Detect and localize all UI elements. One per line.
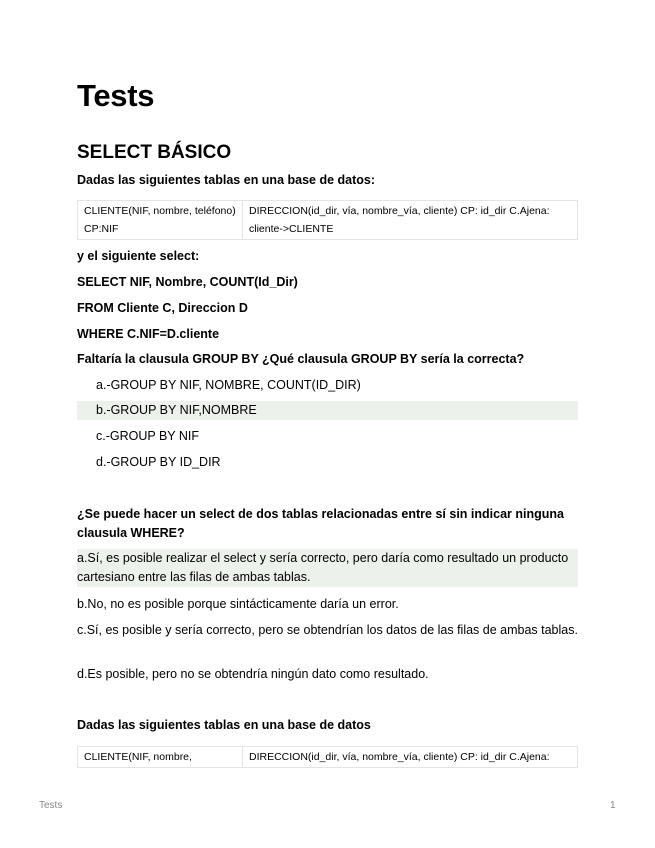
- section-heading: SELECT BÁSICO: [77, 142, 232, 163]
- question2-option-d: d.Es posible, pero no se obtendría ningún dato como resultado.: [77, 667, 429, 681]
- document-title: Tests: [77, 78, 155, 113]
- table-cell-direccion: DIRECCION(id_dir, vía, nombre_vía, cliente) CP: id_dir C.Ajena: cliente->CLIENTE: [243, 201, 578, 240]
- table-cell-cliente: CLIENTE(NIF, nombre,: [78, 747, 243, 768]
- question1-line: y el siguiente select:: [77, 249, 200, 263]
- tables-definition: [77, 200, 578, 240]
- question1-option-b-correct: b.-GROUP BY NIF,NOMBRE: [77, 401, 578, 420]
- question1-option-c: c.-GROUP BY NIF: [96, 429, 200, 443]
- footer-title: Tests: [39, 800, 63, 811]
- table-cell-direccion: DIRECCION(id_dir, vía, nombre_vía, cliente) CP: id_dir C.Ajena:: [243, 747, 578, 768]
- question1-option-d: d.-GROUP BY ID_DIR: [96, 455, 221, 469]
- question2-option-a-correct: a.Sí, es posible realizar el select y sería correcto, pero daría como resultado un producto cartesiano entre las filas de ambas tablas.: [77, 549, 578, 587]
- question1-prompt: Faltaría la clausula GROUP BY ¿Qué clausula GROUP BY sería la correcta?: [77, 352, 525, 366]
- table-cell-cliente: CLIENTE(NIF, nombre, teléfono) CP:NIF: [78, 201, 243, 240]
- question3-intro: Dadas las siguientes tablas en una base de datos: [77, 718, 371, 732]
- question2-option-b: b.No, no es posible porque sintácticamente daría un error.: [77, 597, 399, 611]
- sql-from-line: FROM Cliente C, Direccion D: [77, 301, 248, 315]
- tables-definition-2: [77, 746, 578, 768]
- question2-prompt: ¿Se puede hacer un select de dos tablas relacionadas entre sí sin indicar ninguna clausula WHERE?: [77, 507, 564, 540]
- question2-option-c: c.Sí, es posible y sería correcto, pero se obtendrían los datos de las filas de ambas tablas.: [77, 623, 578, 637]
- page-number: 1: [610, 800, 616, 811]
- sql-where-line: WHERE C.NIF=D.cliente: [77, 327, 220, 341]
- question1-intro: Dadas las siguientes tablas en una base de datos:: [77, 173, 376, 187]
- question1-option-a: a.-GROUP BY NIF, NOMBRE, COUNT(ID_DIR): [96, 378, 361, 392]
- sql-select-line: SELECT NIF, Nombre, COUNT(Id_Dir): [77, 275, 298, 289]
